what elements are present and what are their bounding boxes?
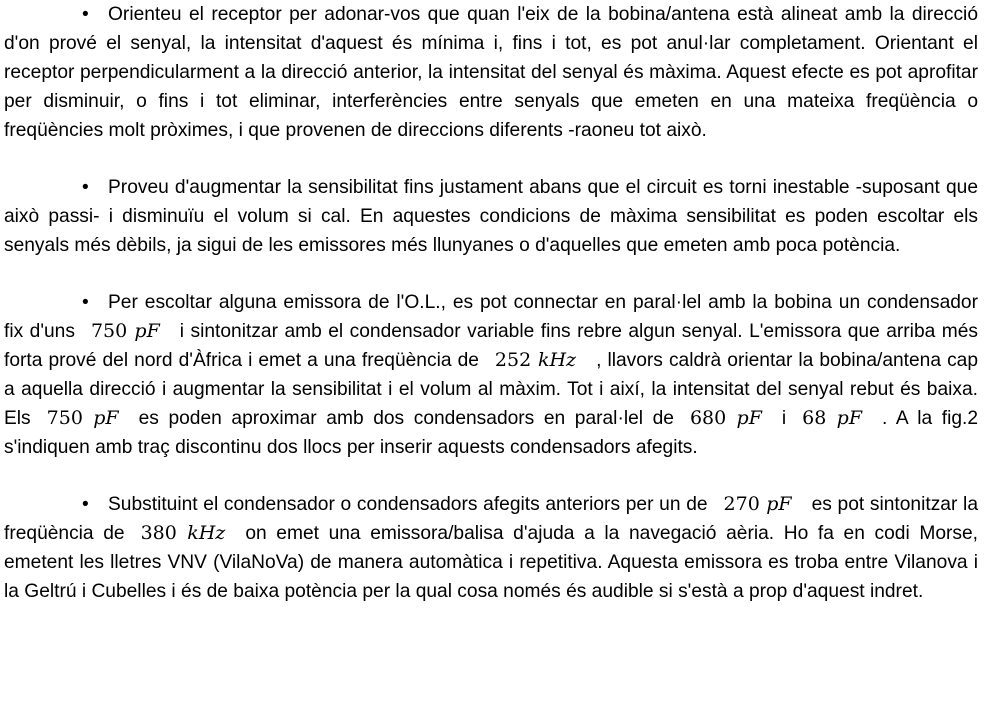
- capacitance-value: 270 pF: [723, 493, 792, 515]
- paragraph-sensitivity: [4, 173, 978, 260]
- text-segment: . A la fig.2 s'indiquen amb traç discontinu dos llocs per inserir aquests condensadors afegits.: [4, 408, 979, 458]
- text-segment: i: [781, 408, 787, 429]
- paragraph-beacon: [4, 490, 978, 606]
- text-segment: Per escoltar alguna emissora de l'O.L., es pot connectar en paral·lel amb la bobina un condensador fix d'uns: [4, 292, 978, 342]
- text-segment: on emet una emissora/balisa d'ajuda a la navegació aèria. Ho fa en codi Morse, emetent les lletres VNV (VilaNoVa) de manera automàtica i repetitiva. Aquesta emissora es troba entre Vilanova i la Geltrú i Cubelles i és de baixa potència per la qual cosa només és audible si s'està a prop d'aquest indret.: [4, 523, 979, 602]
- paragraph-text: Proveu d'augmentar la sensibilitat fins justament abans que el circuit es torni inestable -suposant que això passi- i disminuïu el volum si cal. En aquestes condicions de màxima sensibilitat es poden escoltar els senyals més dèbils, ja sigui de les emissores més llunyanes o d'aquelles que emeten amb poca potència.: [4, 177, 978, 256]
- text-segment: Substituint el condensador o condensadors afegits anteriors per un de: [108, 494, 708, 515]
- document-body: [4, 0, 978, 606]
- paragraph-orientation: [4, 0, 978, 145]
- frequency-value: 252 kHz: [494, 349, 577, 371]
- bullet-marker: •: [82, 494, 89, 515]
- bullet-marker: •: [82, 292, 89, 313]
- capacitance-value: 750 pF: [90, 320, 160, 342]
- text-segment: i sintonitzar amb el condensador variable fins rebre algun senyal. L'emissora que arriba més forta prové del nord d'Àfrica i emet a una freqüència de: [4, 321, 979, 371]
- bullet-marker: •: [82, 177, 89, 198]
- capacitance-value: 68 pF: [802, 407, 863, 429]
- capacitance-value: 680 pF: [689, 407, 762, 429]
- paragraph-long-wave: [4, 288, 978, 462]
- text-segment: , llavors caldrà orientar la bobina/antena cap a aquella direcció i augmentar la sensibilitat i el volum al màxim. Tot i així, la intensitat del senyal rebut és baixa. Els: [4, 350, 979, 429]
- bullet-marker: •: [82, 4, 89, 25]
- text-segment: es poden aproximar amb dos condensadors en paral·lel de: [138, 408, 674, 429]
- text-segment: es pot sintonitzar la freqüència de: [4, 494, 978, 544]
- frequency-value: 380 kHz: [140, 522, 226, 544]
- paragraph-text: Orienteu el receptor per adonar-vos que quan l'eix de la bobina/antena està alineat amb la direcció d'on prové el senyal, la intensitat d'aquest és mínima i, fins i tot, es pot anul·lar completament. Orientant el receptor perpendicularment a la direcció anterior, la intensitat del senyal és màxima. Aquest efecte es pot aprofitar per disminuir, o fins i tot eliminar, interferències entre senyals que emeten en una mateixa freqüència o freqüències molt pròximes, i que provenen de direccions diferents -raoneu tot això.: [4, 4, 978, 141]
- capacitance-value: 750 pF: [46, 407, 119, 429]
